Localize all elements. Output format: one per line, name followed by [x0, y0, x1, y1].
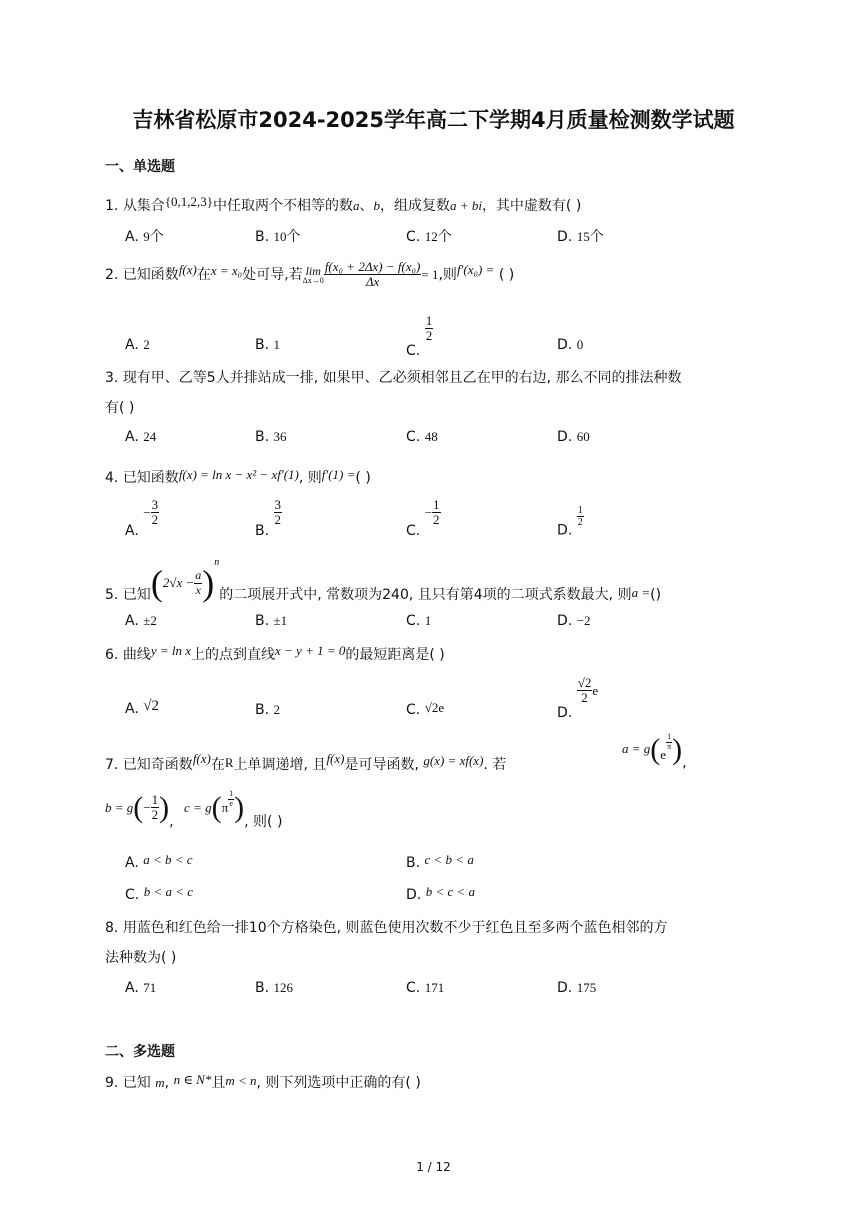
option-b: B. $\frac{3}{2}$	[255, 497, 282, 539]
option-c: C. 1	[406, 613, 432, 629]
option-d: D. 0	[557, 337, 584, 353]
option-c: C. 12个	[406, 229, 452, 245]
question-7-cont: b = g(− $\frac{1}{2}$ ), c = g(π $\frac{1}{e}$ ), 则( )	[105, 789, 283, 830]
question-8: 8. 用蓝色和红色给一排10个方格染色, 则蓝色使用次数不少于红色且至多两个蓝色相邻的方	[105, 920, 668, 936]
section-single-choice: 一、单选题	[105, 159, 175, 175]
option-b: B. 126	[255, 980, 294, 996]
option-a: A. 2	[125, 337, 150, 353]
option-c: C. $\frac{1}{2}$	[406, 313, 433, 359]
question-5: 5. 已知(2√x − $\frac{a}{x}$ )$^n$的二项展开式中, 常数项为240, 且只有第4项的二项式系数最大, 则a =()	[105, 557, 662, 603]
question-1: 1. 从集合{0,1,2,3}中任取两个不相等的数a、b，组成复数a + bi，其中虚数有( )	[105, 194, 582, 214]
option-b: B. 2	[255, 702, 281, 718]
page-title: 吉林省松原市2024-2025学年高二下学期4月质量检测数学试题	[132, 108, 735, 132]
question-6: 6. 曲线y = ln x上的点到直线x − y + 1 = 0的最短距离是( )	[105, 643, 445, 663]
option-a: A. ±2	[125, 613, 157, 629]
option-d: D. 15个	[557, 229, 604, 245]
option-b: B. 36	[255, 429, 287, 445]
option-d: D. 60	[557, 429, 590, 445]
option-c: C. 48	[406, 429, 438, 445]
option-d: D. $\frac{√2}{2}$ e	[557, 675, 599, 721]
option-b: B. c < b < a	[406, 852, 474, 871]
section-multi-choice: 二、多选题	[105, 1044, 175, 1060]
option-c: C. − $\frac{1}{2}$	[406, 497, 440, 539]
option-b: B. ±1	[255, 613, 288, 629]
option-c: C. √2e	[406, 700, 445, 718]
option-a: A. 71	[125, 980, 157, 996]
page-number: 1 / 12	[416, 1160, 451, 1174]
question-7: 7. 已知奇函数f(x)在R上单调递增, 且f(x)是可导函数, g(x) = xf(x). 若	[105, 751, 507, 773]
option-a: A. √2	[125, 698, 159, 717]
question-3: 3. 现有甲、乙等5人并排站成一排, 如果甲、乙必须相邻且乙在甲的右边, 那么不同的排法种数	[105, 370, 682, 386]
question-9: 9. 已知 m, n ∈ N*且m < n, 则下列选项中正确的有( )	[105, 1072, 421, 1091]
option-a: A. − $\frac{3}{2}$	[125, 497, 159, 539]
option-d: D. −2	[557, 613, 591, 629]
option-b: B. 10个	[255, 229, 301, 245]
option-d: D. 175	[557, 980, 597, 996]
option-a: A. 9个	[125, 229, 164, 245]
option-d: D. b < c < a	[406, 884, 476, 903]
question-8-cont: 法种数为( )	[105, 950, 177, 966]
question-4: 4. 已知函数f(x) = ln x − x² − xf′(1), 则f′(1) =( )	[105, 467, 371, 486]
option-a: A. a < b < c	[125, 852, 193, 871]
option-b: B. 1	[255, 337, 281, 353]
option-c: C. 171	[406, 980, 445, 996]
option-a: A. 24	[125, 429, 157, 445]
question-3-cont: 有( )	[105, 400, 135, 416]
q7-a-expression: a = g(e $\frac{1}{\pi}$ ),	[622, 732, 687, 771]
option-d: D. $\frac{1}{2}$	[557, 505, 583, 539]
question-2: 2. 已知函数f(x)在x = x₀处可导,若 lim Δx→0 $\frac{\text{f(x₀ + 2Δx) − f(x₀)}}{\Delta x}$ = 1,则f′(x₀) = ( )	[105, 259, 515, 290]
option-c: C. b < a < c	[125, 884, 194, 903]
